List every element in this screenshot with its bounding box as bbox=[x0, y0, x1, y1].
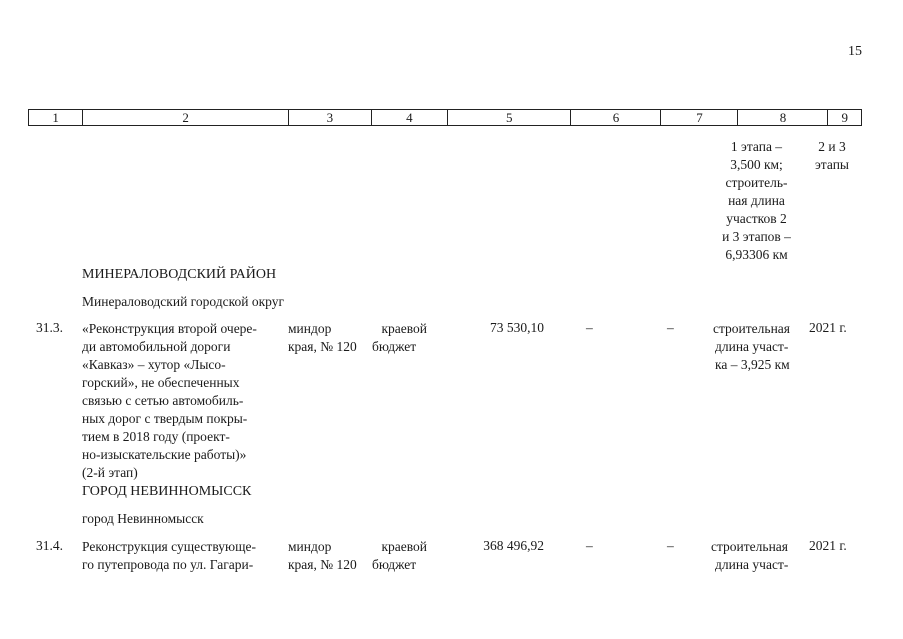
row-col6: – bbox=[586, 320, 593, 335]
row-col6: – bbox=[586, 538, 593, 553]
section-heading: МИНЕРАЛОВОДСКИЙ РАЙОН bbox=[82, 267, 277, 282]
carryover-result: 1 этапа – 3,500 км; строитель- ная длина участков 2 и 3 этапов – 6,93306 км bbox=[722, 139, 791, 262]
col-header-8: 8 bbox=[738, 110, 828, 125]
carryover-year: 2 и 3 этапы bbox=[815, 139, 849, 172]
row-name: «Реконструкция второй очере- ди автомобильной дороги «Кавказ» – хутор «Лысо- горский», не обеспеченных связью с сетью автомобиль- ных дорог с твердым покры- тием в 2018 году (проект- но-изыскательские работы)» (2-й этап) bbox=[82, 321, 257, 480]
row-year: 2021 г. bbox=[809, 538, 847, 553]
subsection-heading: Минераловодский городской округ bbox=[82, 294, 284, 309]
col-header-4: 4 bbox=[372, 110, 448, 125]
row-result: строительная длина участ- bbox=[711, 539, 789, 572]
row-executor: миндор края, № 120 bbox=[288, 321, 357, 354]
col-header-2: 2 bbox=[83, 110, 289, 125]
row-funding-source: краевой бюджет bbox=[372, 321, 427, 354]
row-name: Реконструкция существующе- го путепровода по ул. Гагари- bbox=[82, 539, 256, 572]
col-header-1: 1 bbox=[29, 110, 83, 125]
col-header-3: 3 bbox=[289, 110, 372, 125]
section-heading: ГОРОД НЕВИННОМЫССК bbox=[82, 484, 252, 499]
row-executor: миндор края, № 120 bbox=[288, 539, 357, 572]
row-number: 31.4. bbox=[36, 538, 63, 553]
row-col7: – bbox=[667, 320, 674, 335]
row-result: строительная длина участ- ка – 3,925 км bbox=[713, 321, 790, 372]
col-header-5: 5 bbox=[448, 110, 572, 125]
row-number: 31.3. bbox=[36, 320, 63, 335]
page-number: 15 bbox=[848, 44, 862, 59]
col-header-9: 9 bbox=[841, 110, 848, 125]
row-col7: – bbox=[667, 538, 674, 553]
subsection-heading: город Невинномысск bbox=[82, 511, 204, 526]
row-amount: 368 496,92 bbox=[483, 538, 544, 553]
table-column-header bbox=[28, 109, 862, 126]
col-header-7: 7 bbox=[661, 110, 738, 125]
row-funding-source: краевой бюджет bbox=[372, 539, 427, 572]
col-header-6: 6 bbox=[571, 110, 661, 125]
row-amount: 73 530,10 bbox=[490, 320, 544, 335]
row-year: 2021 г. bbox=[809, 320, 847, 335]
